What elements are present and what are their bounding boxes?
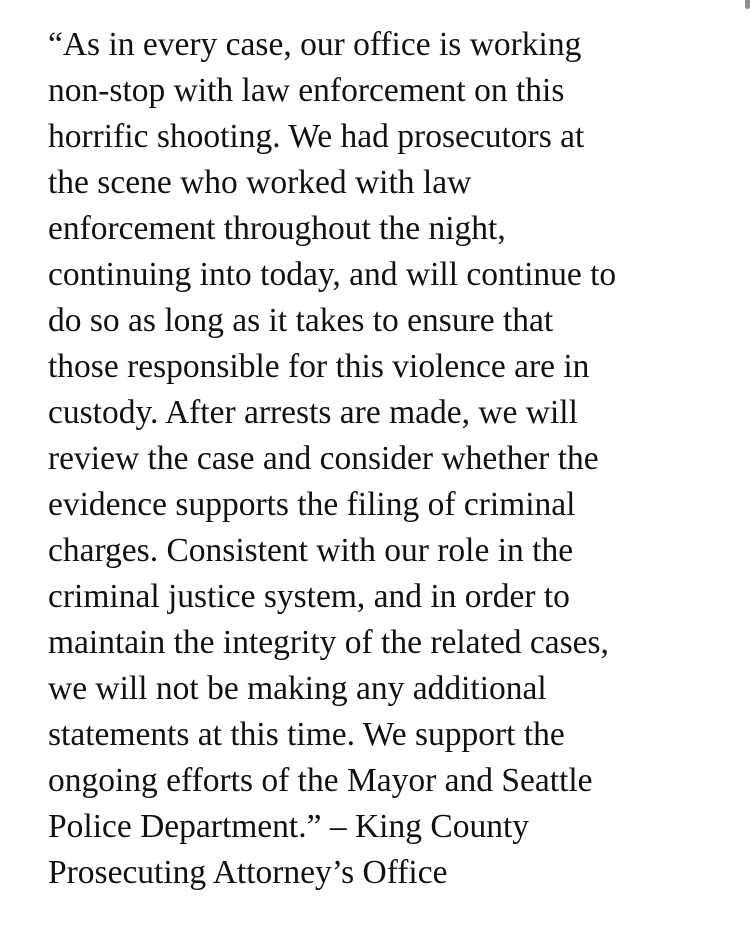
quote-line: criminal justice system, and in order to	[48, 578, 570, 615]
quote-attribution: Prosecuting Attorney’s Office	[48, 854, 448, 891]
quote-line: “As in every case, our office is working	[48, 26, 582, 63]
quote-line: evidence supports the filing of criminal	[48, 486, 576, 523]
quote-line: ongoing efforts of the Mayor and Seattle	[48, 762, 593, 799]
quote-line: charges. Consistent with our role in the	[48, 532, 574, 569]
quote-line: Police Department.” – King County	[48, 808, 530, 845]
quote-line: non-stop with law enforcement on this	[48, 72, 565, 109]
statement-quote	[48, 22, 738, 896]
quote-line: custody. After arrests are made, we will	[48, 394, 578, 431]
quote-line: the scene who worked with law	[48, 164, 472, 201]
quote-line: statements at this time. We support the	[48, 716, 565, 753]
quote-line: we will not be making any additional	[48, 670, 547, 707]
quote-line: review the case and consider whether the	[48, 440, 599, 477]
quote-line: those responsible for this violence are in	[48, 348, 590, 385]
quote-line: horrific shooting. We had prosecutors at	[48, 118, 585, 155]
quote-line: continuing into today, and will continue to	[48, 256, 617, 293]
scrollbar-thumb[interactable]	[745, 0, 750, 9]
quote-line: enforcement throughout the night,	[48, 210, 506, 247]
quote-line: do so as long as it takes to ensure that	[48, 302, 554, 339]
quote-line: maintain the integrity of the related cases,	[48, 624, 609, 661]
